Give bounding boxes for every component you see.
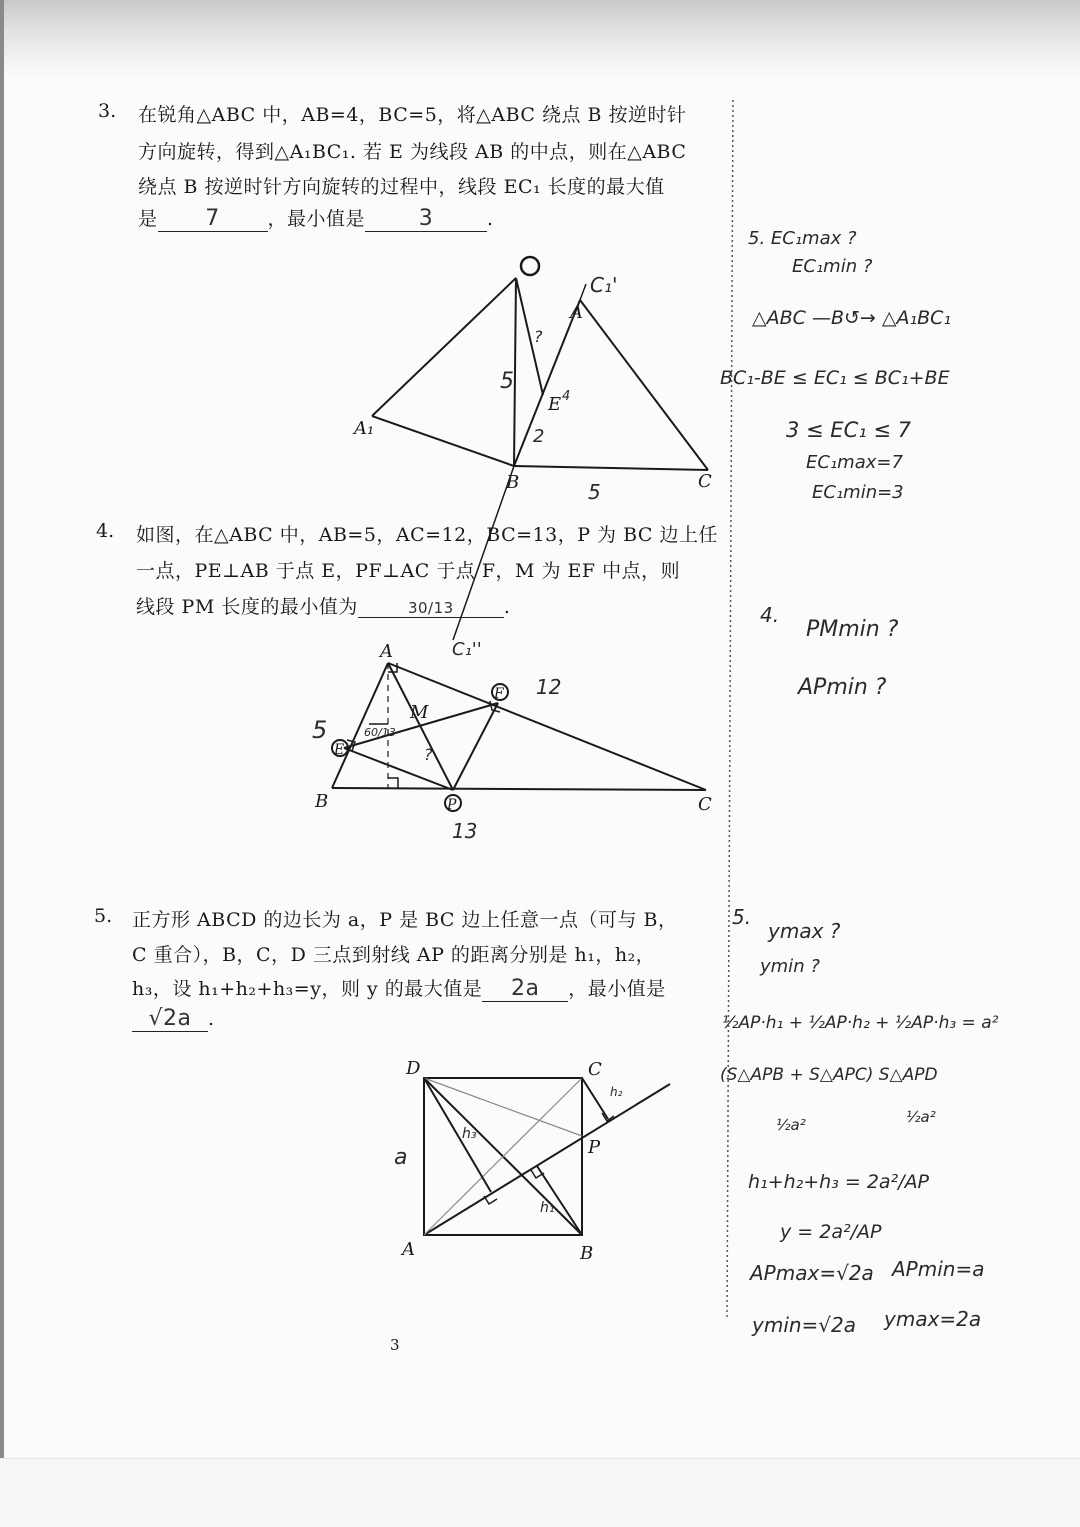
fig4-label-M: M: [410, 702, 429, 723]
fig5-label-D: D: [406, 1058, 421, 1079]
note-q4-3: APmin ?: [798, 675, 887, 700]
note-q3-2: EC₁min ?: [792, 256, 873, 277]
note-q3-7: EC₁min=3: [812, 482, 904, 503]
q5-max-answer: 2a: [482, 976, 568, 1002]
q4-answer: 30/13: [358, 599, 504, 618]
fig3-edge-BC: [514, 466, 708, 470]
fig4-hand-len-13: 13: [452, 819, 478, 843]
fig3-extension-ray: [580, 284, 586, 300]
q3-line-3: 绕点 B 按逆时针方向旋转的过程中，线段 EC₁ 长度的最大值: [138, 176, 665, 198]
fig3-circled-point-icon: [521, 257, 539, 275]
q4-end: .: [503, 596, 511, 618]
fig3-label-C: C: [698, 471, 712, 492]
fig4-edge-AP: [388, 663, 453, 790]
note-q5-11: APmin=a: [892, 1257, 985, 1281]
note-q3-4: BC₁-BE ≤ EC₁ ≤ BC₁+BE: [720, 367, 950, 389]
q3-min-answer: 3: [365, 206, 487, 232]
q3-number: 3.: [98, 100, 117, 122]
fig3-rotation-line: [453, 466, 514, 640]
fig5-hand-a: a: [394, 1145, 408, 1170]
fig4-label-E: E: [334, 742, 345, 758]
fig3-hand-C1-prime: C₁': [590, 273, 618, 297]
fig3-edge-BA: [514, 300, 580, 466]
fig4-hand-question: ?: [424, 745, 433, 764]
margin-dotted-divider: [727, 100, 733, 1320]
fig4-hand-len-5: 5: [312, 716, 328, 744]
note-q5-13: ymax=2a: [884, 1307, 982, 1331]
figure-3: [372, 257, 708, 640]
fig3-label-B: B: [506, 472, 520, 493]
fig4-label-C: C: [698, 794, 712, 815]
q5-middle: ，最小值是: [568, 978, 666, 1000]
margin-notes-q5: [720, 905, 999, 1337]
note-q5-7: ½a²: [906, 1108, 936, 1126]
note-q5-1: 5.: [732, 905, 752, 929]
fig3-hand-C1-double-prime: C₁'': [452, 639, 482, 660]
fig3-edge-A1C1: [372, 278, 516, 416]
q5-prefix: h₃，设 h₁+h₂+h₃=y，则 y 的最大值是: [132, 978, 483, 1000]
fig4-right-angle-foot: [388, 778, 398, 788]
q5-end: .: [208, 1008, 215, 1030]
fig3-hand-question: ?: [534, 327, 543, 346]
note-q4-2: PMmin ?: [806, 617, 899, 642]
fig3-hand-len-2: 2: [533, 426, 545, 447]
fig5-hand-h3: h₃: [462, 1126, 477, 1142]
fig4-label-A: A: [380, 641, 393, 662]
fig3-label-E: E: [548, 394, 562, 415]
q5-min-answer: √2a: [132, 1006, 208, 1032]
note-q3-5: 3 ≤ EC₁ ≤ 7: [786, 418, 911, 442]
fig4-label-F: F: [494, 686, 504, 702]
note-q5-3: ymin ?: [760, 956, 820, 977]
q3-line-2: 方向旋转，得到△A₁BC₁. 若 E 为线段 AB 的中点，则在△ABC: [138, 141, 687, 163]
fig3-hand-len-5: 5: [500, 369, 514, 394]
fig4-edge-BC: [332, 788, 706, 790]
page-number: 3: [390, 1336, 400, 1354]
fig4-edge-FP: [453, 703, 498, 790]
margin-notes-q4: [760, 603, 899, 700]
q4-line-1: 如图，在△ABC 中，AB=5，AC=12，BC=13，P 为 BC 边上任: [136, 524, 718, 546]
note-q4-1: 4.: [760, 603, 780, 627]
q3-max-answer: 7: [158, 206, 268, 232]
fig3-edge-AC: [580, 300, 708, 470]
fig5-line-DP: [424, 1078, 582, 1136]
margin-notes-q3: [720, 228, 951, 503]
q4-line-2: 一点，PE⊥AB 于点 E，PF⊥AC 于点 F，M 为 EF 中点，则: [136, 560, 681, 582]
note-q3-6: EC₁max=7: [806, 452, 903, 473]
q3-line-1: 在锐角△ABC 中，AB=4，BC=5，将△ABC 绕点 B 按逆时针: [138, 104, 687, 126]
fig4-label-B: B: [315, 791, 329, 812]
fig4-hand-altitude: 60/13: [364, 726, 396, 739]
fig3-edge-BC1: [514, 278, 516, 466]
fig5-hand-h2: h₂: [610, 1085, 623, 1099]
fig4-hand-len-12: 12: [536, 675, 562, 699]
fig3-label-A1: A₁: [354, 418, 375, 439]
fig4-label-P: P: [447, 797, 457, 813]
note-q5-5: (S△APB + S△APC) S△APD: [720, 1065, 938, 1085]
fig3-label-A: A: [570, 302, 583, 323]
fig5-h2-segment: [582, 1078, 608, 1119]
fig3-edge-A1B: [372, 416, 514, 466]
q3-end: .: [487, 208, 494, 230]
fig5-label-C: C: [588, 1059, 602, 1080]
q4-prefix: 线段 PM 长度的最小值为: [136, 596, 358, 618]
fig3-hand-len-5b: 5: [588, 480, 601, 504]
fig3-hand-len-4: 4: [562, 389, 571, 404]
q5-line-1: 正方形 ABCD 的边长为 a，P 是 BC 边上任意一点（可与 B，: [132, 909, 678, 931]
note-q5-9: y = 2a²/AP: [780, 1221, 882, 1243]
note-q5-6: ½a²: [776, 1116, 806, 1134]
q5-line-2: C 重合），B，C，D 三点到射线 AP 的距离分别是 h₁，h₂，: [132, 944, 656, 966]
q4-number: 4.: [96, 520, 115, 542]
fig5-label-P: P: [588, 1137, 601, 1158]
note-q3-1: 5. EC₁max ?: [748, 228, 857, 249]
note-q5-4: ½AP·h₁ + ½AP·h₂ + ½AP·h₃ = a²: [722, 1013, 999, 1033]
q3-middle: ，最小值是: [267, 208, 366, 230]
fig4-labels: [312, 641, 712, 843]
note-q5-8: h₁+h₂+h₃ = 2a²/AP: [748, 1171, 930, 1193]
note-q5-2: ymax ?: [768, 919, 841, 943]
fig5-label-B: B: [580, 1243, 594, 1264]
fig5-right-angle-h1: [531, 1170, 544, 1178]
note-q5-10: APmax=√2a: [750, 1261, 874, 1285]
note-q5-12: ymin=√2a: [752, 1313, 857, 1337]
fig5-label-A: A: [402, 1239, 415, 1260]
q3-prefix: 是: [138, 208, 158, 230]
q5-number: 5.: [94, 905, 113, 927]
note-q3-3: △ABC —B↺→ △A₁BC₁: [752, 307, 952, 329]
fig5-hand-h1: h₁: [540, 1200, 555, 1216]
